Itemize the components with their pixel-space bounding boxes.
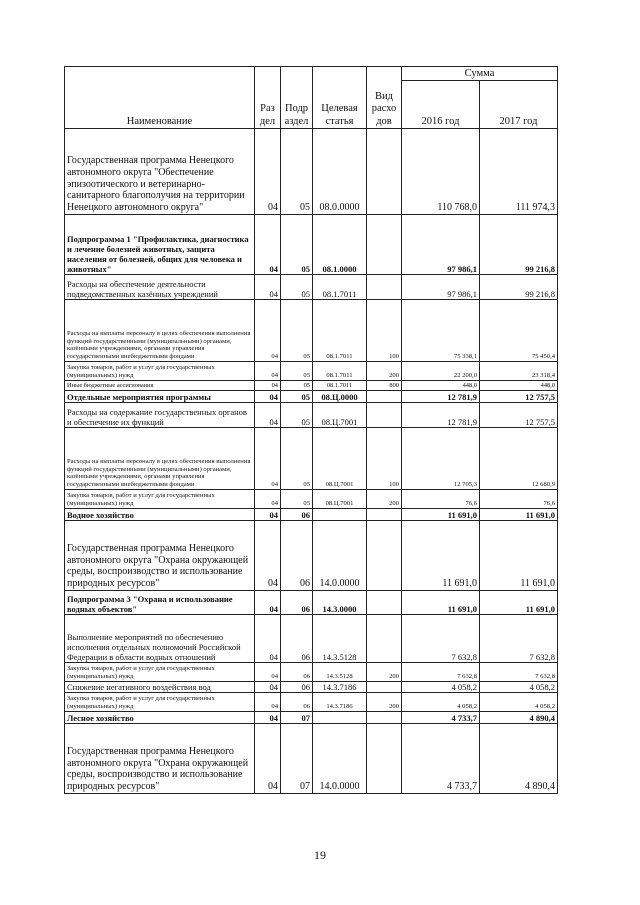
row-amount-2016: 7 632,8 bbox=[402, 615, 480, 663]
table-row bbox=[65, 724, 558, 794]
row-name: Расходы на выплаты персоналу в целях обеспечения выполнения функций государственными (муниципальными) органами, казёнными учреждениями, органами управления государственными внебюджетными фондами bbox=[65, 300, 255, 362]
row-razdel: 04 bbox=[255, 521, 281, 591]
row-vid bbox=[367, 215, 402, 275]
row-vid bbox=[367, 521, 402, 591]
row-amount-2016: 11 691,0 bbox=[402, 521, 480, 591]
row-podrazdel: 06 bbox=[281, 693, 313, 712]
table-row bbox=[65, 381, 558, 391]
row-amount-2016: 97 986,1 bbox=[402, 215, 480, 275]
row-podrazdel: 05 bbox=[281, 391, 313, 403]
row-name: Закупка товаров, работ и услуг для государственных (муниципальных) нужд bbox=[65, 693, 255, 712]
row-amount-2016: 12 705,3 bbox=[402, 428, 480, 490]
row-amount-2017: 111 974,3 bbox=[480, 129, 558, 215]
row-target: 14.0.0000 bbox=[313, 724, 367, 794]
header-year-2017: 2017 год bbox=[480, 81, 558, 129]
row-target: 08.Ц.7001 bbox=[313, 490, 367, 509]
row-name: Расходы на обеспечение деятельности подведомственных казённых учреждений bbox=[65, 275, 255, 300]
row-target: 08.Ц.0000 bbox=[313, 391, 367, 403]
row-vid bbox=[367, 391, 402, 403]
header-year-2016: 2016 год bbox=[402, 81, 480, 129]
row-razdel: 04 bbox=[255, 724, 281, 794]
budget-table bbox=[64, 66, 558, 794]
row-amount-2017: 23 318,4 bbox=[480, 362, 558, 381]
row-vid: 100 bbox=[367, 428, 402, 490]
row-amount-2016: 97 986,1 bbox=[402, 275, 480, 300]
table-row bbox=[65, 428, 558, 490]
row-target: 08.1.7011 bbox=[313, 362, 367, 381]
row-razdel: 04 bbox=[255, 591, 281, 615]
row-razdel: 04 bbox=[255, 391, 281, 403]
row-vid: 200 bbox=[367, 490, 402, 509]
row-amount-2017: 11 691,0 bbox=[480, 509, 558, 521]
table-row bbox=[65, 712, 558, 724]
row-name: Закупка товаров, работ и услуг для государственных (муниципальных) нужд bbox=[65, 490, 255, 509]
header-summa: Сумма bbox=[402, 67, 558, 81]
row-razdel: 04 bbox=[255, 712, 281, 724]
row-podrazdel: 06 bbox=[281, 509, 313, 521]
row-name: Закупка товаров, работ и услуг для государственных (муниципальных) нужд bbox=[65, 362, 255, 381]
row-podrazdel: 07 bbox=[281, 724, 313, 794]
row-vid bbox=[367, 129, 402, 215]
row-podrazdel: 05 bbox=[281, 362, 313, 381]
row-amount-2017: 12 757,5 bbox=[480, 391, 558, 403]
row-amount-2017: 448,0 bbox=[480, 381, 558, 391]
table-row bbox=[65, 129, 558, 215]
row-podrazdel: 05 bbox=[281, 381, 313, 391]
row-razdel: 04 bbox=[255, 663, 281, 682]
row-razdel: 04 bbox=[255, 509, 281, 521]
row-target: 14.3.5128 bbox=[313, 663, 367, 682]
table-row bbox=[65, 391, 558, 403]
row-name: Подпрограмма 1 "Профилактика, диагностика и лечение болезней животных, защита населения от болезней, общих для человека и животных" bbox=[65, 215, 255, 275]
row-amount-2016: 110 768,0 bbox=[402, 129, 480, 215]
row-amount-2016: 22 200,0 bbox=[402, 362, 480, 381]
row-amount-2017: 11 691,0 bbox=[480, 521, 558, 591]
table-row bbox=[65, 509, 558, 521]
table-row bbox=[65, 215, 558, 275]
row-vid bbox=[367, 724, 402, 794]
header-row bbox=[65, 67, 558, 81]
row-podrazdel: 06 bbox=[281, 591, 313, 615]
row-amount-2016: 12 781,9 bbox=[402, 391, 480, 403]
row-amount-2016: 4 058,2 bbox=[402, 682, 480, 693]
row-name: Расходы на содержание государственных органов и обеспечение их функций bbox=[65, 403, 255, 428]
row-vid: 200 bbox=[367, 693, 402, 712]
row-name: Закупка товаров, работ и услуг для государственных (муниципальных) нужд bbox=[65, 663, 255, 682]
row-amount-2017: 76,6 bbox=[480, 490, 558, 509]
row-amount-2016: 11 691,0 bbox=[402, 591, 480, 615]
row-podrazdel: 06 bbox=[281, 615, 313, 663]
row-target: 14.3.5128 bbox=[313, 615, 367, 663]
table-row bbox=[65, 591, 558, 615]
row-amount-2016: 7 632,8 bbox=[402, 663, 480, 682]
row-razdel: 04 bbox=[255, 300, 281, 362]
row-target bbox=[313, 712, 367, 724]
row-vid bbox=[367, 591, 402, 615]
row-razdel: 04 bbox=[255, 129, 281, 215]
header-vid: Вид расхо дов bbox=[367, 67, 402, 129]
row-razdel: 04 bbox=[255, 490, 281, 509]
row-name: Выполнение мероприятий по обеспечению исполнения отдельных полномочий Российской Федерации в области водных отношений bbox=[65, 615, 255, 663]
row-name: Иные бюджетные ассигнования bbox=[65, 381, 255, 391]
row-amount-2017: 12 680,9 bbox=[480, 428, 558, 490]
page-number: 19 bbox=[314, 848, 326, 862]
row-podrazdel: 07 bbox=[281, 712, 313, 724]
row-name: Расходы на выплаты персоналу в целях обеспечения выполнения функций государственными (муниципальными) органами, казёнными учреждениями, органами управления государственными внебюджетными фондами bbox=[65, 428, 255, 490]
row-podrazdel: 06 bbox=[281, 663, 313, 682]
row-amount-2016: 12 781,9 bbox=[402, 403, 480, 428]
row-amount-2017: 4 058,2 bbox=[480, 693, 558, 712]
row-target: 14.0.0000 bbox=[313, 521, 367, 591]
row-vid bbox=[367, 682, 402, 693]
row-amount-2016: 448,0 bbox=[402, 381, 480, 391]
table-row bbox=[65, 362, 558, 381]
row-name: Государственная программа Ненецкого автономного округа "Обеспечение эпизоотического и ветеринарно-санитарного благополучия на территории Ненецкого автономного округа" bbox=[65, 129, 255, 215]
header-razdel: Раз дел bbox=[255, 67, 281, 129]
table-row bbox=[65, 663, 558, 682]
row-target: 08.1.7011 bbox=[313, 300, 367, 362]
row-podrazdel: 06 bbox=[281, 682, 313, 693]
row-razdel: 04 bbox=[255, 275, 281, 300]
row-target: 14.3.7186 bbox=[313, 693, 367, 712]
row-podrazdel: 06 bbox=[281, 521, 313, 591]
row-amount-2017: 99 216,8 bbox=[480, 275, 558, 300]
row-target: 14.3.7186 bbox=[313, 682, 367, 693]
row-razdel: 04 bbox=[255, 403, 281, 428]
row-amount-2017: 7 632,8 bbox=[480, 663, 558, 682]
row-amount-2016: 11 691,0 bbox=[402, 509, 480, 521]
row-name: Отдельные мероприятия программы bbox=[65, 391, 255, 403]
row-vid bbox=[367, 615, 402, 663]
row-razdel: 04 bbox=[255, 682, 281, 693]
row-vid bbox=[367, 275, 402, 300]
row-name: Водное хозяйство bbox=[65, 509, 255, 521]
table-row bbox=[65, 615, 558, 663]
row-vid bbox=[367, 712, 402, 724]
row-amount-2017: 99 216,8 bbox=[480, 215, 558, 275]
row-target: 08.Ц.7001 bbox=[313, 403, 367, 428]
row-amount-2016: 75 338,1 bbox=[402, 300, 480, 362]
header-target: Целевая статья bbox=[313, 67, 367, 129]
row-target: 14.3.0000 bbox=[313, 591, 367, 615]
row-vid bbox=[367, 509, 402, 521]
row-podrazdel: 05 bbox=[281, 403, 313, 428]
row-podrazdel: 05 bbox=[281, 490, 313, 509]
row-amount-2017: 4 058,2 bbox=[480, 682, 558, 693]
row-target: 08.0.0000 bbox=[313, 129, 367, 215]
row-razdel: 04 bbox=[255, 428, 281, 490]
row-vid bbox=[367, 403, 402, 428]
row-amount-2017: 75 450,4 bbox=[480, 300, 558, 362]
row-vid: 800 bbox=[367, 381, 402, 391]
row-name: Государственная программа Ненецкого автономного округа "Охрана окружающей среды, воспроизводство и использование природных ресурсов" bbox=[65, 724, 255, 794]
row-name: Подпрограмма 3 "Охрана и использование водных объектов" bbox=[65, 591, 255, 615]
row-name: Государственная программа Ненецкого автономного округа "Охрана окружающей среды, воспроизводство и использование природных ресурсов" bbox=[65, 521, 255, 591]
header-podrazdel: Подр аздел bbox=[281, 67, 313, 129]
table-row bbox=[65, 300, 558, 362]
row-razdel: 04 bbox=[255, 693, 281, 712]
row-amount-2017: 7 632,8 bbox=[480, 615, 558, 663]
row-vid: 200 bbox=[367, 362, 402, 381]
table-row bbox=[65, 403, 558, 428]
header-name: Наименование bbox=[65, 67, 255, 129]
row-razdel: 04 bbox=[255, 381, 281, 391]
row-podrazdel: 05 bbox=[281, 300, 313, 362]
row-podrazdel: 05 bbox=[281, 215, 313, 275]
row-amount-2017: 4 890,4 bbox=[480, 712, 558, 724]
row-vid: 200 bbox=[367, 663, 402, 682]
table-row bbox=[65, 490, 558, 509]
row-podrazdel: 05 bbox=[281, 129, 313, 215]
row-podrazdel: 05 bbox=[281, 275, 313, 300]
row-target: 08.1.7011 bbox=[313, 381, 367, 391]
row-name: Лесное хозяйство bbox=[65, 712, 255, 724]
table-row bbox=[65, 693, 558, 712]
row-razdel: 04 bbox=[255, 215, 281, 275]
row-amount-2017: 11 691,0 bbox=[480, 591, 558, 615]
row-target: 08.1.7011 bbox=[313, 275, 367, 300]
row-amount-2017: 4 890,4 bbox=[480, 724, 558, 794]
table-row bbox=[65, 682, 558, 693]
row-amount-2016: 4 733,7 bbox=[402, 724, 480, 794]
row-name: Снижение негативного воздействия вод bbox=[65, 682, 255, 693]
row-amount-2016: 4 733,7 bbox=[402, 712, 480, 724]
row-target: 08.1.0000 bbox=[313, 215, 367, 275]
row-amount-2016: 76,6 bbox=[402, 490, 480, 509]
row-podrazdel: 05 bbox=[281, 428, 313, 490]
row-razdel: 04 bbox=[255, 615, 281, 663]
row-target bbox=[313, 509, 367, 521]
row-target: 08.Ц.7001 bbox=[313, 428, 367, 490]
row-amount-2017: 12 757,5 bbox=[480, 403, 558, 428]
row-razdel: 04 bbox=[255, 362, 281, 381]
table-row bbox=[65, 275, 558, 300]
row-amount-2016: 4 058,2 bbox=[402, 693, 480, 712]
table-row bbox=[65, 521, 558, 591]
row-vid: 100 bbox=[367, 300, 402, 362]
